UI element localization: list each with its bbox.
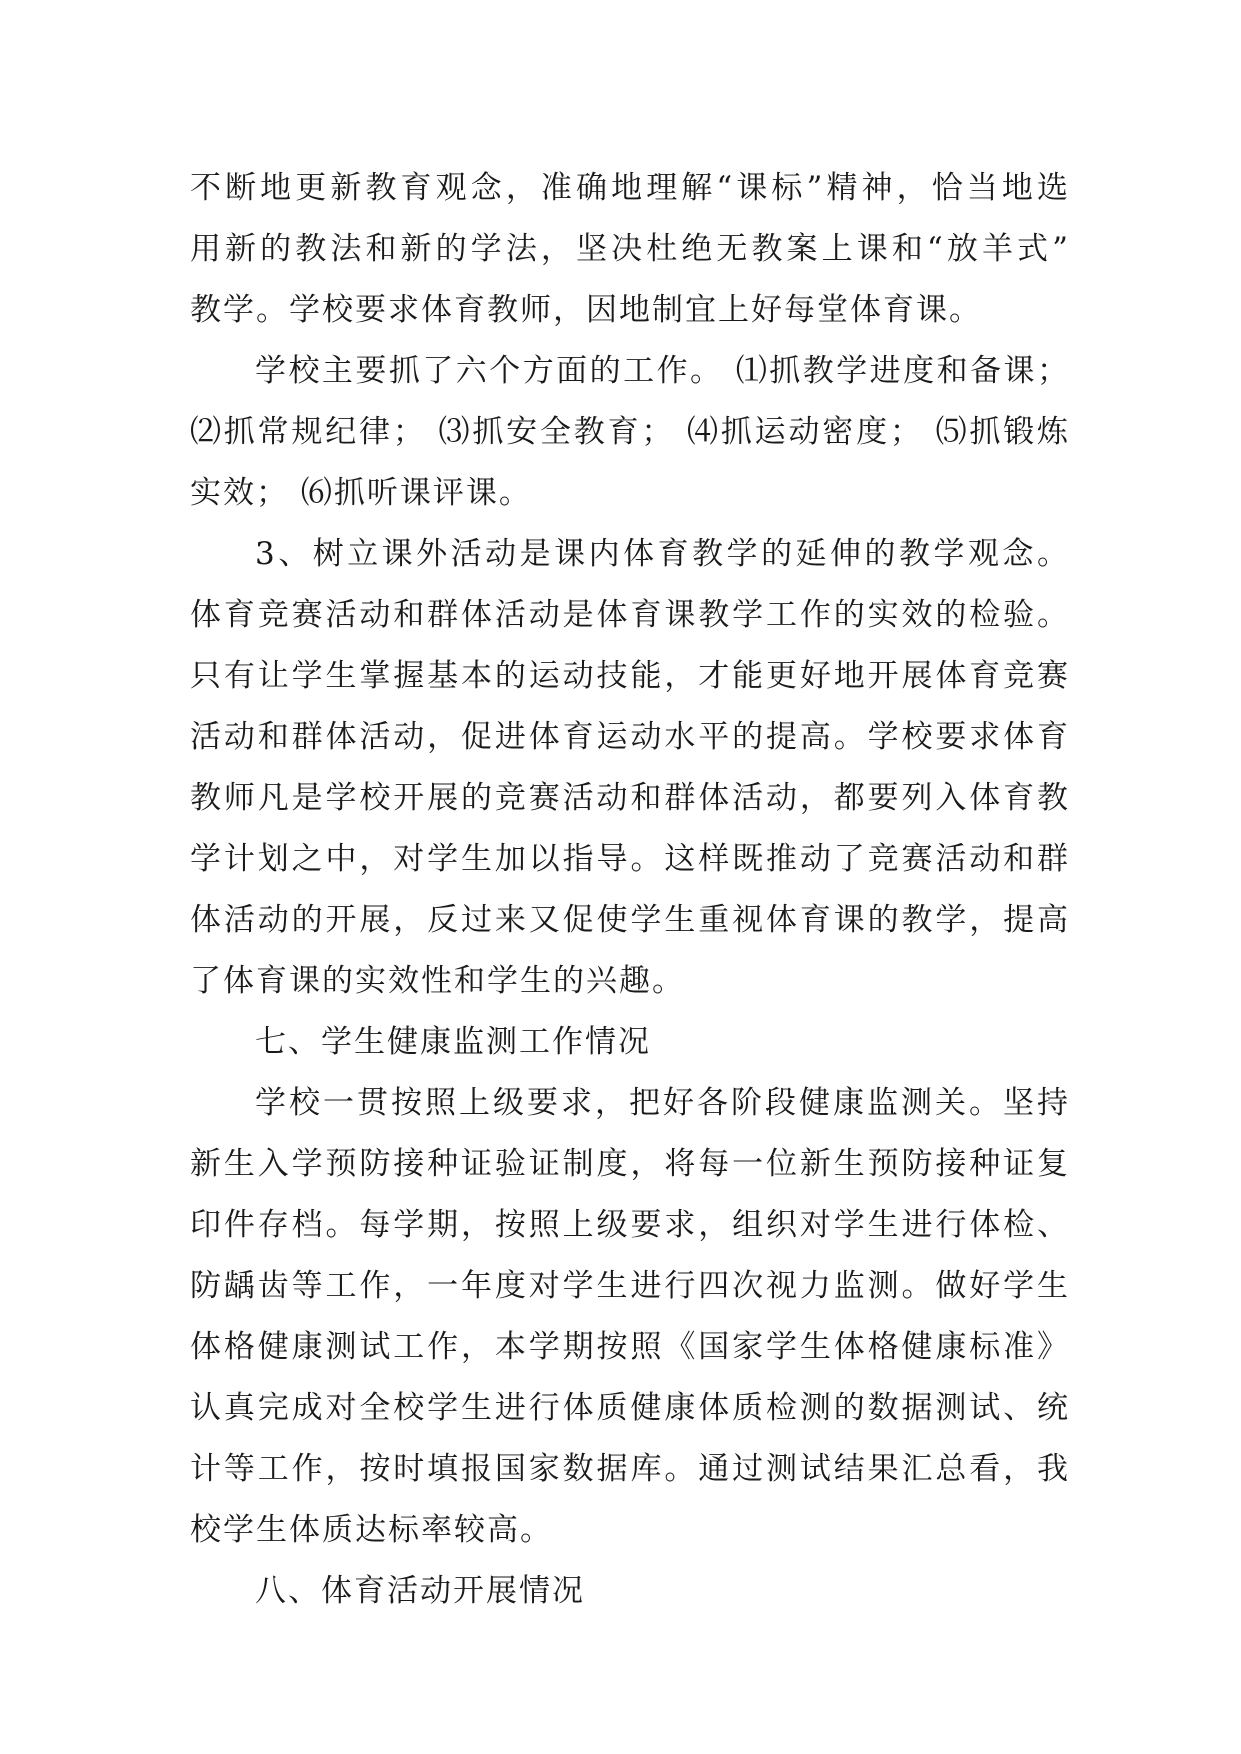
text-line: 计等工作，按时填报国家数据库。通过测试结果汇总看，我 <box>190 1451 1070 1487</box>
text-line: 印件存档。每学期，按照上级要求，组织对学生进行体检、 <box>190 1207 1070 1243</box>
text-line: 教学。学校要求体育教师，因地制宜上好每堂体育课。 <box>190 292 982 328</box>
text-line: 了体育课的实效性和学生的兴趣。 <box>190 963 685 999</box>
text-line: 用新的教法和新的学法，坚决杜绝无教案上课和“放羊式” <box>190 231 1070 267</box>
text-line: 新生入学预防接种证验证制度，将每一位新生预防接种证复 <box>190 1146 1070 1182</box>
document-body <box>190 158 1070 1622</box>
text-line: 认真完成对全校学生进行体质健康体质检测的数据测试、统 <box>190 1390 1070 1426</box>
text-line: ⑵抓常规纪律； ⑶抓安全教育； ⑷抓运动密度； ⑸抓锻炼 <box>190 414 1070 450</box>
text-line: 体活动的开展，反过来又促使学生重视体育课的教学，提高 <box>190 902 1070 938</box>
paragraph-start-line: 学校一贯按照上级要求，把好各阶段健康监测关。坚持 <box>255 1085 1070 1121</box>
text-line: 教师凡是学校开展的竞赛活动和群体活动，都要列入体育教 <box>190 780 1070 816</box>
paragraph-start-line: 学校主要抓了六个方面的工作。 ⑴抓教学进度和备课； <box>255 353 1070 389</box>
text-line: 防龋齿等工作，一年度对学生进行四次视力监测。做好学生 <box>190 1268 1070 1304</box>
section-heading: 八、体育活动开展情况 <box>255 1573 585 1609</box>
text-line: 学计划之中，对学生加以指导。这样既推动了竞赛活动和群 <box>190 841 1070 877</box>
text-line: 不断地更新教育观念，准确地理解“课标”精神，恰当地选 <box>190 170 1070 206</box>
text-line: 校学生体质达标率较高。 <box>190 1512 553 1548</box>
text-line: 体育竞赛活动和群体活动是体育课教学工作的实效的检验。 <box>190 597 1070 633</box>
text-line: 体格健康测试工作，本学期按照《国家学生体格健康标准》 <box>190 1329 1070 1365</box>
paragraph-start-line: 3、树立课外活动是课内体育教学的延伸的教学观念。 <box>255 536 1070 572</box>
text-line: 活动和群体活动，促进体育运动水平的提高。学校要求体育 <box>190 719 1070 755</box>
text-line: 只有让学生掌握基本的运动技能，才能更好地开展体育竞赛 <box>190 658 1070 694</box>
section-heading: 七、学生健康监测工作情况 <box>255 1024 651 1060</box>
text-line: 实效； ⑹抓听课评课。 <box>190 475 532 511</box>
